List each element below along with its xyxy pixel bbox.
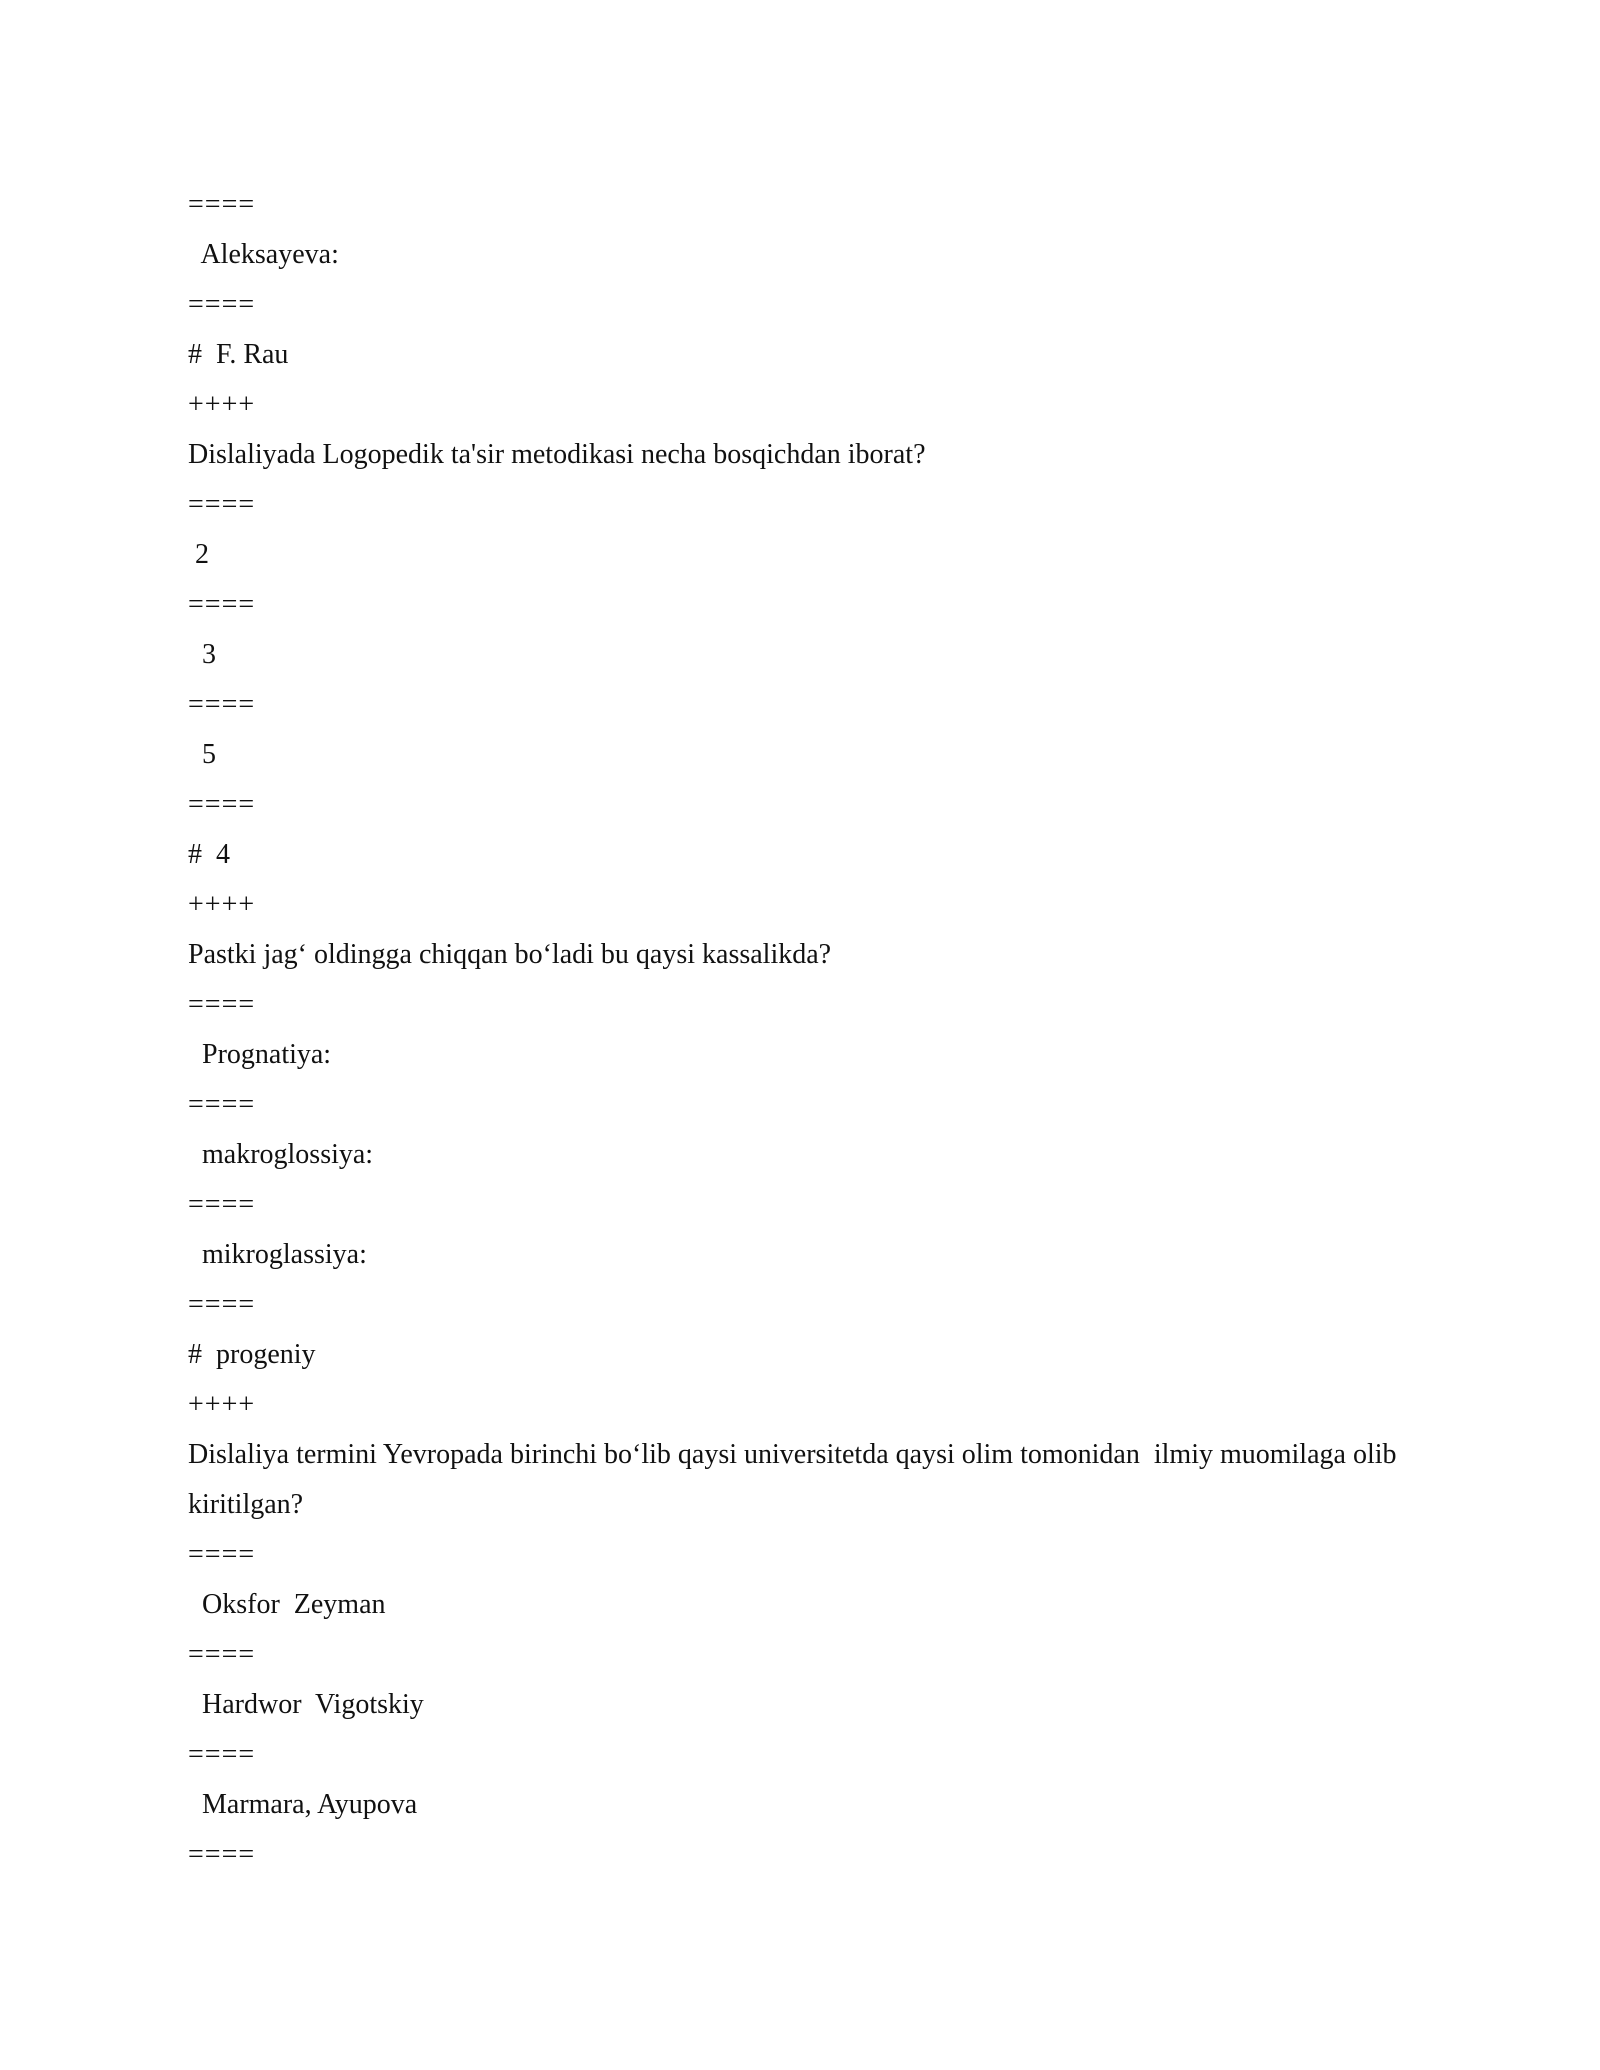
separator-line: ==== [188, 1839, 256, 1870]
separator-line: ==== [188, 589, 256, 620]
answer-option: Prognatiya: [188, 1039, 332, 1070]
separator-line: ++++ [188, 389, 256, 420]
question-text: Pastki jag‘ oldingga chiqqan bo‘ladi bu qaysi kassalikda? [188, 939, 832, 970]
separator-line: ==== [188, 1539, 256, 1570]
document-content [188, 180, 1428, 1880]
correct-answer: # F. Rau [188, 339, 289, 370]
separator-line: ++++ [188, 889, 256, 920]
answer-option: 5 [188, 739, 216, 770]
separator-line: ==== [188, 689, 256, 720]
answer-option: mikroglassiya: [188, 1239, 367, 1270]
separator-line: ==== [188, 1639, 256, 1670]
separator-line: ==== [188, 1739, 256, 1770]
answer-option: Marmara, Ayupova [188, 1789, 418, 1820]
answer-option: 3 [188, 639, 216, 670]
question-text: Dislaliya termini Yevropada birinchi bo‘lib qaysi universitetda qaysi olim tomonidan ilmiy muomilaga olib kiritilgan? [188, 1439, 1404, 1520]
separator-line: ++++ [188, 1389, 256, 1420]
separator-line: ==== [188, 789, 256, 820]
correct-answer: # 4 [188, 839, 230, 870]
answer-option: makroglossiya: [188, 1139, 374, 1170]
separator-line: ==== [188, 1289, 256, 1320]
separator-line: ==== [188, 289, 256, 320]
separator-line: ==== [188, 989, 256, 1020]
answer-option: Oksfor Zeyman [188, 1589, 386, 1620]
separator-line: ==== [188, 489, 256, 520]
separator-line: ==== [188, 1089, 256, 1120]
separator-line: ==== [188, 189, 256, 220]
question-text: Dislaliyada Logopedik ta'sir metodikasi necha bosqichdan iborat? [188, 439, 926, 470]
correct-answer: # progeniy [188, 1339, 316, 1370]
separator-line: ==== [188, 1189, 256, 1220]
answer-option: Aleksayeva: [188, 239, 339, 270]
answer-option: 2 [188, 539, 209, 570]
answer-option: Hardwor Vigotskiy [188, 1689, 424, 1720]
